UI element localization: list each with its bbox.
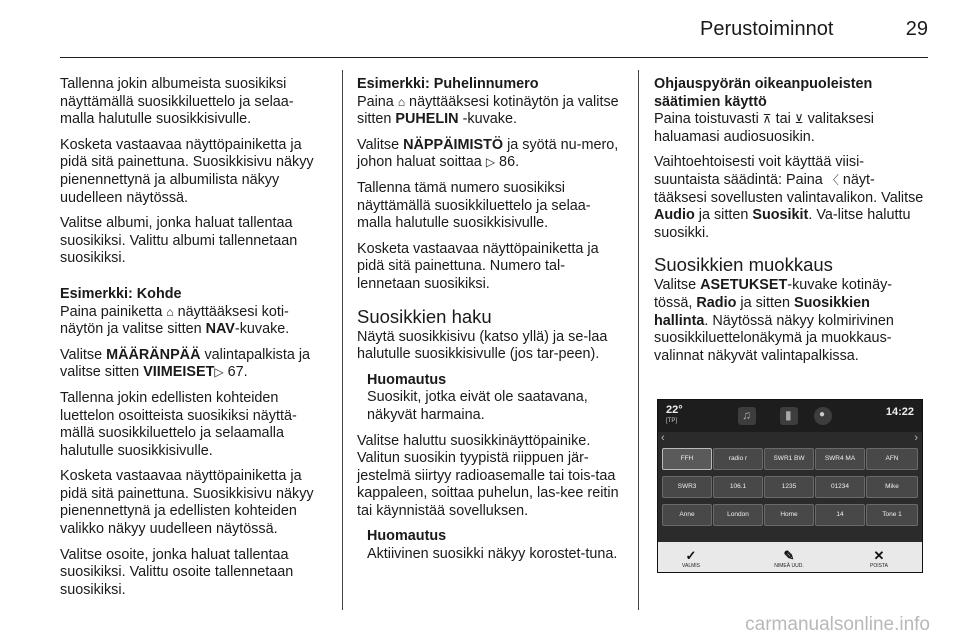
home-icon: ⌂ [397,94,406,109]
column-divider [638,70,639,610]
close-icon: ✕ [873,548,885,563]
chevron-left-icon[interactable]: ‹ [661,432,665,444]
subheading: Esimerkki: Kohde [60,285,182,302]
section-heading: Suosikkien haku [357,305,492,327]
paragraph: Näytä suosikkisivu (katso yllä) ja se-laa halutulle suosikkisivulle (jos tar-peen). [357,328,608,363]
note-text: Suosikit, jotka eivät ole saatavana, näkyvät harmaina. [367,389,588,423]
watermark: carmanualsonline.info [745,614,930,635]
phone-icon[interactable]: ▮ [780,407,798,425]
paragraph: Paina ⌂ näyttääksesi kotinäytön ja valitse sitten PUHELIN -kuvake. [357,93,619,128]
paragraph: Tallenna jokin edellisten kohteiden luettelon osoitteista suosikiksi näyttä-mällä suosikkiluettelo ja selaamalla halutulle suosikkisivulle. [60,389,297,459]
favourite-button[interactable]: AFN [866,448,918,470]
arrow-right-icon: ▷ [214,365,224,380]
favourite-button[interactable]: London [713,504,763,526]
paragraph: Valitse haluttu suosikkinäyttöpainike. Valitun suosikin tyypistä riippuen jär-jestelmä siirtyy radioasemalle tai tois-taa kappaleen, soittaa puhelun, las-kee reitin tai käynnistää sovelluksen. [357,432,619,519]
note-title: Huomautus [367,371,447,388]
column-3 [654,76,924,373]
favourite-button[interactable]: radio r [713,448,763,470]
chevron-left-icon: 〈 [826,172,839,187]
column-1 [60,76,326,607]
note [367,528,623,563]
settings-icon[interactable]: ● [814,407,832,425]
paragraph: Tallenna tämä numero suosikiksi näyttämällä suosikkiluettelo ja selaa-malla halutulle suosikkisivulle. [357,179,591,232]
favourite-button[interactable]: Anne [662,504,712,526]
tp-indicator: [TP] [666,418,678,424]
paragraph: Valitse osoite, jonka haluat tallentaa suosikiksi. Valittu osoite tallennetaan suosikiksi. [60,546,294,598]
action-bar [658,542,922,572]
note [367,372,623,425]
favourites-row [662,476,918,498]
paragraph: Valitse albumi, jonka haluat tallentaa suosikiksi. Valittu albumi tallennetaan suosikiksi. [60,215,298,267]
favourite-button[interactable]: Mike [866,476,918,498]
home-icon: ⌂ [166,304,174,319]
favourite-button[interactable]: SWR4 MA [815,448,865,470]
paragraph: Paina painiketta ⌂ näyttääksesi koti-näytön ja valitse sitten NAV-kuvake. [60,303,290,338]
check-icon: ✓ [685,548,697,563]
favourite-button[interactable]: 14 [815,504,865,526]
paragraph: Valitse MÄÄRÄNPÄÄ valintapalkista ja valitse sitten VIIMEISET▷ 67. [60,346,311,381]
paragraph: Kosketa vastaavaa näyttöpainiketta ja pidä sitä painettuna. Suosikkisivu näkyy pienennettynä ja edellisten kohteiden valikko näkyy uudelleen näytössä. [60,468,314,538]
paragraph: Tallenna jokin albumeista suosikiksi näyttämällä suosikkiluettelo ja selaa-malla halutulle suosikkisivulle. [60,76,294,128]
rename-button[interactable]: ✎ NIMEÄ UUD. [764,549,814,569]
favourites-row [662,448,918,470]
header-rule [60,57,928,58]
page-nav [658,434,922,446]
paragraph: Paina toistuvasti ⊼ tai ⊻ valitaksesi haluamasi audiosuosikin. [654,111,874,145]
note-icon[interactable]: ♫ [738,407,756,425]
subheading: Ohjauspyörän oikeanpuoleisten säätimien käyttö [654,76,873,110]
section-heading: Suosikkien muokkaus [654,254,833,276]
favourite-button[interactable]: Home [764,504,814,526]
favourite-button[interactable]: Tone 1 [866,504,918,526]
arrow-down-icon: ⊻ [794,112,804,127]
page-number: 29 [905,18,928,40]
note-title: Huomautus [367,528,447,545]
subheading: Esimerkki: Puhelinnumero [357,76,539,92]
favourite-button[interactable]: FFH [662,448,712,470]
paragraph: Vaihtoehtoisesti voit käyttää viisi-suuntaista säädintä: Paina 〈 näyt-tääksesi sovellusten valintavalikon. Valitse Audio ja sitten Suosikit. Va-litse haluttu suosikki. [654,154,924,241]
paragraph: Kosketa vastaavaa näyttöpainiketta ja pidä sitä painettuna. Suosikkisivu näkyy pienennettynä ja albumilista näkyy uudelleen näytössä. [60,136,314,206]
paragraph: Valitse ASETUKSET-kuvake kotinäy-tössä, Radio ja sitten Suosikkien hallinta. Näytössä näkyy kolmirivinen suosikkiluettelonäkymä ja muokkaus-valinnat näkyvät valintapalkissa. [654,277,894,364]
paragraph: Valitse NÄPPÄIMISTÖ ja syötä nu-mero, johon haluat soittaa ▷ 86. [357,136,619,171]
favourite-button[interactable]: 1235 [764,476,814,498]
chevron-right-icon[interactable]: › [914,432,918,444]
favourite-button[interactable]: SWR3 [662,476,712,498]
arrow-up-icon: ⊼ [762,112,772,127]
pencil-icon: ✎ [783,548,795,563]
favourite-button[interactable]: 106.1 [713,476,763,498]
note-text: Aktiivinen suosikki näkyy korostet-tuna. [367,546,618,563]
column-2 [357,76,623,572]
favourites-row [662,504,918,526]
clock: 14:22 [885,406,914,418]
column-divider [342,70,343,610]
temperature: 22° [666,404,683,416]
arrow-right-icon: ▷ [485,155,496,170]
favourite-button[interactable]: SWR1 BW [764,448,814,470]
paragraph: Kosketa vastaavaa näyttöpainiketta ja pidä sitä painettuna. Numero tal-lennetaan suosikiksi. [357,240,599,292]
favourite-button[interactable]: 01234 [815,476,865,498]
done-button[interactable]: ✓ VALMIS [666,549,716,569]
delete-button[interactable]: ✕ POISTA [854,549,904,569]
screen-status-bar [658,400,922,432]
infotainment-screen [657,399,923,573]
header-title: Perustoiminnot [700,18,834,40]
